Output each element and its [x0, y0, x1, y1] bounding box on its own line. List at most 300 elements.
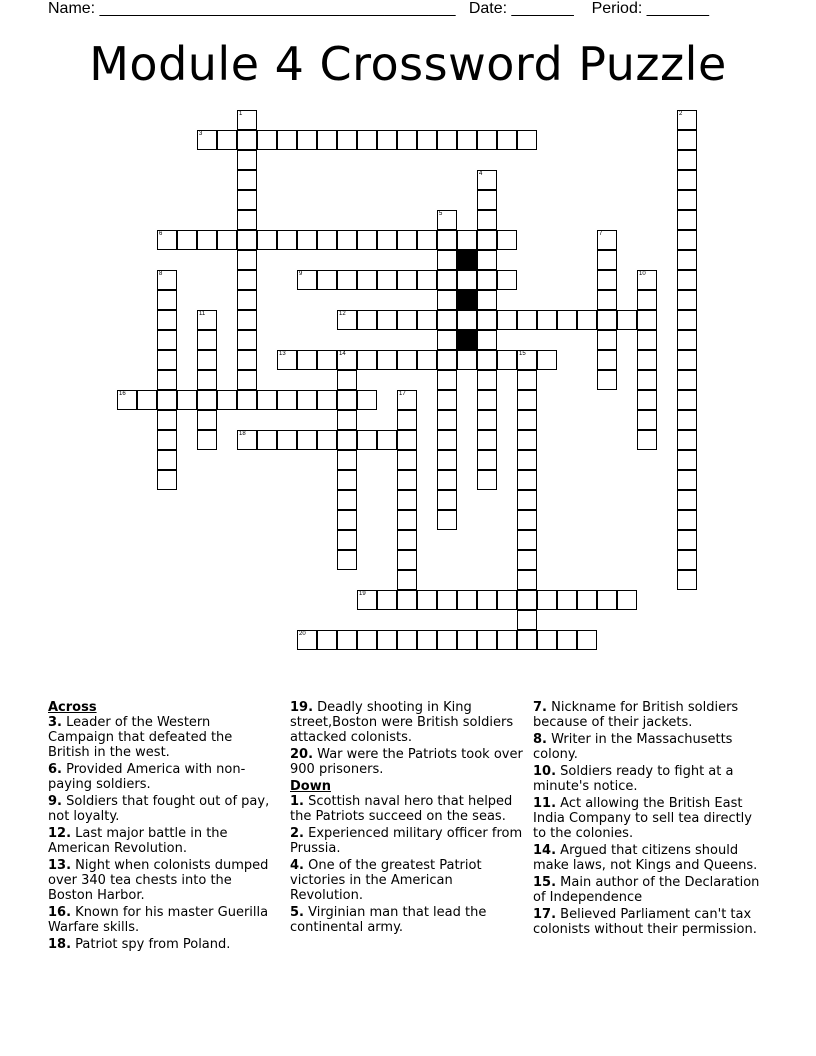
crossword-cell[interactable] [437, 630, 457, 650]
crossword-cell[interactable] [677, 510, 697, 530]
page-title: Module 4 Crossword Puzzle [89, 37, 727, 91]
crossword-cell[interactable] [677, 130, 697, 150]
crossword-cell[interactable] [637, 310, 657, 330]
crossword-cell[interactable] [317, 390, 337, 410]
crossword-cell[interactable] [337, 230, 357, 250]
crossword-cell[interactable] [437, 430, 457, 450]
crossword-cell[interactable] [197, 350, 217, 370]
crossword-cell[interactable] [337, 350, 357, 370]
crossword-cell[interactable] [337, 530, 357, 550]
crossword-cell[interactable] [197, 230, 217, 250]
crossword-cell[interactable] [277, 230, 297, 250]
crossword-cell[interactable] [257, 130, 277, 150]
clue-text: Nickname for British soldiers because of their jackets. [533, 700, 739, 730]
crossword-cell[interactable] [477, 210, 497, 230]
crossword-cell[interactable] [437, 370, 457, 390]
crossword-cell[interactable] [397, 590, 417, 610]
crossword-cell[interactable] [177, 390, 197, 410]
crossword-cell[interactable] [477, 590, 497, 610]
crossword-cell[interactable] [377, 130, 397, 150]
crossword-cell[interactable] [477, 130, 497, 150]
crossword-cell[interactable] [437, 130, 457, 150]
crossword-cell[interactable] [537, 630, 557, 650]
crossword-cell[interactable] [237, 210, 257, 230]
crossword-cell[interactable] [437, 350, 457, 370]
crossword-cell[interactable] [517, 510, 537, 530]
crossword-cell[interactable] [337, 470, 357, 490]
crossword-cell[interactable] [477, 270, 497, 290]
crossword-cell[interactable] [597, 330, 617, 350]
crossword-cell[interactable] [157, 270, 177, 290]
crossword-cell[interactable] [277, 430, 297, 450]
crossword-cell[interactable] [377, 230, 397, 250]
crossword-cell[interactable] [177, 230, 197, 250]
crossword-cell[interactable] [637, 390, 657, 410]
crossword-cell[interactable] [237, 330, 257, 350]
crossword-cell[interactable] [297, 630, 317, 650]
crossword-cell[interactable] [577, 590, 597, 610]
crossword-cell[interactable] [597, 250, 617, 270]
crossword-cell[interactable] [417, 310, 437, 330]
crossword-cell[interactable] [677, 350, 697, 370]
crossword-cell[interactable] [157, 310, 177, 330]
clue-number: 14 [339, 351, 346, 357]
crossword-cell[interactable] [397, 450, 417, 470]
crossword-cell[interactable] [237, 310, 257, 330]
crossword-cell[interactable] [297, 430, 317, 450]
crossword-cell[interactable] [437, 250, 457, 270]
crossword-cell[interactable] [677, 470, 697, 490]
crossword-cell[interactable] [237, 230, 257, 250]
crossword-cell[interactable] [677, 430, 697, 450]
crossword-cell[interactable] [397, 490, 417, 510]
crossword-cell[interactable] [277, 350, 297, 370]
crossword-cell[interactable] [517, 530, 537, 550]
crossword-cell[interactable] [637, 350, 657, 370]
crossword-cell[interactable] [317, 350, 337, 370]
crossword-cell[interactable] [237, 110, 257, 130]
crossword-cell[interactable] [237, 430, 257, 450]
crossword-cell[interactable] [517, 490, 537, 510]
crossword-cell[interactable] [477, 350, 497, 370]
crossword-cell[interactable] [397, 230, 417, 250]
crossword-cell[interactable] [117, 390, 137, 410]
crossword-cell[interactable] [397, 130, 417, 150]
crossword-cell[interactable] [157, 450, 177, 470]
crossword-cell[interactable] [337, 550, 357, 570]
crossword-cell[interactable] [617, 310, 637, 330]
crossword-cell[interactable] [677, 150, 697, 170]
crossword-cell[interactable] [517, 430, 537, 450]
crossword-cell[interactable] [437, 230, 457, 250]
crossword-cell[interactable] [677, 170, 697, 190]
crossword-cell[interactable] [677, 210, 697, 230]
crossword-cell[interactable] [457, 270, 477, 290]
clue-number: 2 [679, 111, 683, 117]
crossword-cell[interactable] [437, 470, 457, 490]
clue-number-label: 4. [290, 858, 304, 873]
crossword-cell[interactable] [677, 310, 697, 330]
crossword-cell[interactable] [317, 230, 337, 250]
crossword-cell[interactable] [357, 310, 377, 330]
crossword-cell[interactable] [137, 390, 157, 410]
crossword-cell[interactable] [597, 350, 617, 370]
crossword-cell[interactable] [477, 330, 497, 350]
clue-item [533, 875, 769, 905]
crossword-cell[interactable] [677, 570, 697, 590]
crossword-cell[interactable] [157, 290, 177, 310]
crossword-cell[interactable] [497, 310, 517, 330]
crossword-cell[interactable] [157, 350, 177, 370]
clues-column-1 [48, 700, 276, 954]
clue-number-label: 17. [533, 907, 557, 922]
clue-number: 7 [599, 231, 603, 237]
crossword-cell[interactable] [377, 350, 397, 370]
crossword-cell[interactable] [577, 310, 597, 330]
crossword-cell[interactable] [297, 350, 317, 370]
crossword-cell[interactable] [477, 230, 497, 250]
crossword-cell[interactable] [477, 430, 497, 450]
clue-number-label: 6. [48, 762, 62, 777]
crossword-cell[interactable] [637, 430, 657, 450]
crossword-cell[interactable] [637, 290, 657, 310]
crossword-cell[interactable] [537, 590, 557, 610]
crossword-cell[interactable] [397, 350, 417, 370]
crossword-cell[interactable] [597, 230, 617, 250]
crossword-cell[interactable] [517, 130, 537, 150]
crossword-cell[interactable] [477, 290, 497, 310]
crossword-cell[interactable] [397, 470, 417, 490]
clues-column-2 [290, 700, 526, 937]
crossword-cell[interactable] [497, 230, 517, 250]
crossword-cell[interactable] [237, 190, 257, 210]
crossword-cell[interactable] [457, 230, 477, 250]
crossword-cell[interactable] [457, 310, 477, 330]
crossword-cell[interactable] [477, 190, 497, 210]
crossword-cell[interactable] [317, 130, 337, 150]
crossword-cell[interactable] [477, 390, 497, 410]
crossword-cell[interactable] [257, 390, 277, 410]
clue-text: Deadly shooting in King street,Boston were British soldiers attacked colonists. [290, 700, 514, 745]
clue-item [48, 937, 276, 952]
crossword-cell[interactable] [157, 230, 177, 250]
crossword-cell[interactable] [577, 630, 597, 650]
crossword-cell[interactable] [397, 630, 417, 650]
crossword-cell[interactable] [477, 630, 497, 650]
crossword-cell[interactable] [237, 390, 257, 410]
crossword-cell[interactable] [337, 370, 357, 390]
crossword-cell[interactable] [157, 430, 177, 450]
crossword-cell[interactable] [437, 490, 457, 510]
crossword-cell[interactable] [677, 270, 697, 290]
crossword-cell[interactable] [517, 610, 537, 630]
crossword-cell[interactable] [677, 330, 697, 350]
clue-number: 19 [359, 591, 366, 597]
crossword-cell[interactable] [517, 450, 537, 470]
crossword-cell[interactable] [477, 310, 497, 330]
clue-item [290, 858, 526, 903]
crossword-cell[interactable] [497, 130, 517, 150]
crossword-cell[interactable] [337, 450, 357, 470]
crossword-cell[interactable] [497, 350, 517, 370]
clue-text: One of the greatest Patriot victories in the American Revolution. [290, 858, 482, 903]
crossword-cell[interactable] [457, 630, 477, 650]
crossword-cell[interactable] [337, 130, 357, 150]
clue-item [533, 843, 769, 873]
crossword-cell[interactable] [397, 430, 417, 450]
crossword-cell[interactable] [677, 490, 697, 510]
crossword-cell[interactable] [357, 390, 377, 410]
crossword-cell[interactable] [597, 290, 617, 310]
crossword-cell[interactable] [677, 390, 697, 410]
crossword-cell[interactable] [357, 270, 377, 290]
crossword-cell[interactable] [437, 590, 457, 610]
crossword-cell[interactable] [677, 190, 697, 210]
clue-number: 10 [639, 271, 646, 277]
crossword-cell[interactable] [157, 470, 177, 490]
crossword-cell[interactable] [357, 130, 377, 150]
crossword-cell[interactable] [337, 630, 357, 650]
crossword-cell[interactable] [337, 270, 357, 290]
crossword-cell[interactable] [537, 310, 557, 330]
crossword-cell[interactable] [517, 630, 537, 650]
crossword-cell[interactable] [437, 310, 457, 330]
clue-number: 3 [199, 131, 203, 137]
clue-number-label: 16. [48, 905, 72, 920]
crossword-cell[interactable] [597, 270, 617, 290]
crossword-cell[interactable] [377, 630, 397, 650]
crossword-cell[interactable] [397, 410, 417, 430]
crossword-cell[interactable] [397, 270, 417, 290]
crossword-cell[interactable] [297, 270, 317, 290]
crossword-cell[interactable] [157, 370, 177, 390]
crossword-cell[interactable] [197, 430, 217, 450]
crossword-cell[interactable] [337, 510, 357, 530]
clue-number-label: 8. [533, 732, 547, 747]
crossword-cell[interactable] [497, 590, 517, 610]
crossword-cell[interactable] [237, 250, 257, 270]
crossword-cell[interactable] [677, 530, 697, 550]
clue-number: 16 [119, 391, 126, 397]
clue-number: 1 [239, 111, 243, 117]
crossword-cell[interactable] [217, 130, 237, 150]
crossword-cell[interactable] [157, 330, 177, 350]
crossword-cell[interactable] [417, 590, 437, 610]
crossword-cell[interactable] [377, 270, 397, 290]
clue-text: Soldiers that fought out of pay, not loyalty. [48, 794, 270, 824]
crossword-cell[interactable] [417, 350, 437, 370]
crossword-cell[interactable] [377, 310, 397, 330]
clue-text: War were the Patriots took over 900 prisoners. [290, 747, 523, 777]
black-square [457, 290, 477, 310]
crossword-cell[interactable] [517, 470, 537, 490]
crossword-cell[interactable] [677, 370, 697, 390]
crossword-cell[interactable] [277, 390, 297, 410]
crossword-cell[interactable] [637, 370, 657, 390]
crossword-cell[interactable] [677, 250, 697, 270]
crossword-cell[interactable] [297, 230, 317, 250]
clue-item [290, 747, 526, 777]
clue-item [533, 732, 769, 762]
crossword-cell[interactable] [237, 270, 257, 290]
crossword-cell[interactable] [317, 270, 337, 290]
crossword-cell[interactable] [557, 630, 577, 650]
crossword-cell[interactable] [557, 310, 577, 330]
crossword-cell[interactable] [597, 370, 617, 390]
crossword-cell[interactable] [197, 410, 217, 430]
clue-item [290, 826, 526, 856]
crossword-cell[interactable] [197, 370, 217, 390]
crossword-cell[interactable] [217, 230, 237, 250]
crossword-cell[interactable] [677, 450, 697, 470]
crossword-cell[interactable] [237, 130, 257, 150]
clue-number: 18 [239, 431, 246, 437]
crossword-cell[interactable] [157, 410, 177, 430]
crossword-cell[interactable] [217, 390, 237, 410]
crossword-cell[interactable] [537, 350, 557, 370]
crossword-cell[interactable] [357, 230, 377, 250]
crossword-cell[interactable] [517, 350, 537, 370]
crossword-cell[interactable] [437, 410, 457, 430]
crossword-cell[interactable] [517, 410, 537, 430]
crossword-cell[interactable] [477, 450, 497, 470]
clue-item [290, 794, 526, 824]
clue-text: Writer in the Massachusetts colony. [533, 732, 733, 762]
crossword-cell[interactable] [397, 570, 417, 590]
clue-text: Soldiers ready to fight at a minute's notice. [533, 764, 734, 794]
crossword-cell[interactable] [377, 430, 397, 450]
crossword-cell[interactable] [277, 130, 297, 150]
crossword-cell[interactable] [417, 130, 437, 150]
crossword-cell[interactable] [357, 590, 377, 610]
crossword-cell[interactable] [337, 410, 357, 430]
crossword-cell[interactable] [677, 110, 697, 130]
crossword-cell[interactable] [437, 510, 457, 530]
crossword-cell[interactable] [237, 370, 257, 390]
clue-number: 8 [159, 271, 163, 277]
crossword-cell[interactable] [397, 550, 417, 570]
crossword-cell[interactable] [517, 570, 537, 590]
crossword-cell[interactable] [677, 290, 697, 310]
crossword-cell[interactable] [417, 270, 437, 290]
crossword-cell[interactable] [437, 210, 457, 230]
crossword-cell[interactable] [517, 370, 537, 390]
crossword-cell[interactable] [597, 310, 617, 330]
clue-item [290, 700, 526, 745]
crossword-cell[interactable] [197, 130, 217, 150]
crossword-cell[interactable] [237, 170, 257, 190]
crossword-cell[interactable] [517, 390, 537, 410]
crossword-cell[interactable] [397, 390, 417, 410]
crossword-cell[interactable] [157, 390, 177, 410]
crossword-cell[interactable] [517, 550, 537, 570]
crossword-cell[interactable] [437, 450, 457, 470]
crossword-cell[interactable] [477, 370, 497, 390]
crossword-cell[interactable] [677, 410, 697, 430]
crossword-cell[interactable] [437, 390, 457, 410]
crossword-cell[interactable] [237, 290, 257, 310]
clue-text: Known for his master Guerilla Warfare skills. [48, 905, 269, 935]
crossword-cell[interactable] [677, 230, 697, 250]
crossword-cell[interactable] [317, 430, 337, 450]
crossword-cell[interactable] [677, 550, 697, 570]
crossword-cell[interactable] [557, 590, 577, 610]
clue-number-label: 3. [48, 715, 62, 730]
crossword-cell[interactable] [337, 430, 357, 450]
crossword-cell[interactable] [397, 310, 417, 330]
crossword-cell[interactable] [457, 590, 477, 610]
crossword-cell[interactable] [437, 330, 457, 350]
crossword-cell[interactable] [257, 430, 277, 450]
crossword-cell[interactable] [597, 590, 617, 610]
crossword-cell[interactable] [397, 510, 417, 530]
clue-number: 13 [279, 351, 286, 357]
crossword-cell[interactable] [237, 150, 257, 170]
crossword-cell[interactable] [417, 230, 437, 250]
crossword-cell[interactable] [497, 270, 517, 290]
crossword-cell[interactable] [197, 390, 217, 410]
clue-item [290, 905, 526, 935]
crossword-cell[interactable] [357, 350, 377, 370]
clue-number: 15 [519, 351, 526, 357]
crossword-cell[interactable] [477, 170, 497, 190]
crossword-cell[interactable] [317, 630, 337, 650]
crossword-cell[interactable] [197, 310, 217, 330]
crossword-cell[interactable] [477, 250, 497, 270]
crossword-cell[interactable] [457, 130, 477, 150]
crossword-cell[interactable] [477, 410, 497, 430]
clue-text: Experienced military officer from Prussia. [290, 826, 523, 856]
clue-number: 11 [199, 311, 206, 317]
crossword-cell[interactable] [357, 430, 377, 450]
crossword-cell[interactable] [237, 350, 257, 370]
clue-number-label: 13. [48, 858, 72, 873]
clue-number-label: 1. [290, 794, 304, 809]
crossword-cell[interactable] [617, 590, 637, 610]
crossword-cell[interactable] [517, 590, 537, 610]
down-heading: Down [290, 779, 331, 794]
crossword-cell[interactable] [337, 490, 357, 510]
crossword-cell[interactable] [257, 230, 277, 250]
clue-item [533, 796, 769, 841]
crossword-cell[interactable] [357, 630, 377, 650]
crossword-cell[interactable] [337, 310, 357, 330]
crossword-cell[interactable] [377, 590, 397, 610]
crossword-cell[interactable] [417, 630, 437, 650]
crossword-cell[interactable] [497, 630, 517, 650]
crossword-cell[interactable] [337, 390, 357, 410]
crossword-cell[interactable] [437, 270, 457, 290]
crossword-cell[interactable] [637, 270, 657, 290]
clue-text: Provided America with non-paying soldiers. [48, 762, 246, 792]
crossword-cell[interactable] [197, 330, 217, 350]
crossword-cell[interactable] [477, 470, 497, 490]
clue-number: 5 [439, 211, 443, 217]
clue-item [533, 764, 769, 794]
crossword-cell[interactable] [457, 350, 477, 370]
clue-text: Main author of the Declaration of Independence [533, 875, 760, 905]
clue-item [533, 907, 769, 937]
clue-number: 9 [299, 271, 303, 277]
crossword-cell[interactable] [297, 130, 317, 150]
crossword-cell[interactable] [637, 410, 657, 430]
crossword-cell[interactable] [397, 530, 417, 550]
clue-text: Leader of the Western Campaign that defeated the British in the west. [48, 715, 233, 760]
crossword-cell[interactable] [437, 290, 457, 310]
crossword-cell[interactable] [637, 330, 657, 350]
crossword-cell[interactable] [517, 310, 537, 330]
crossword-cell[interactable] [297, 390, 317, 410]
